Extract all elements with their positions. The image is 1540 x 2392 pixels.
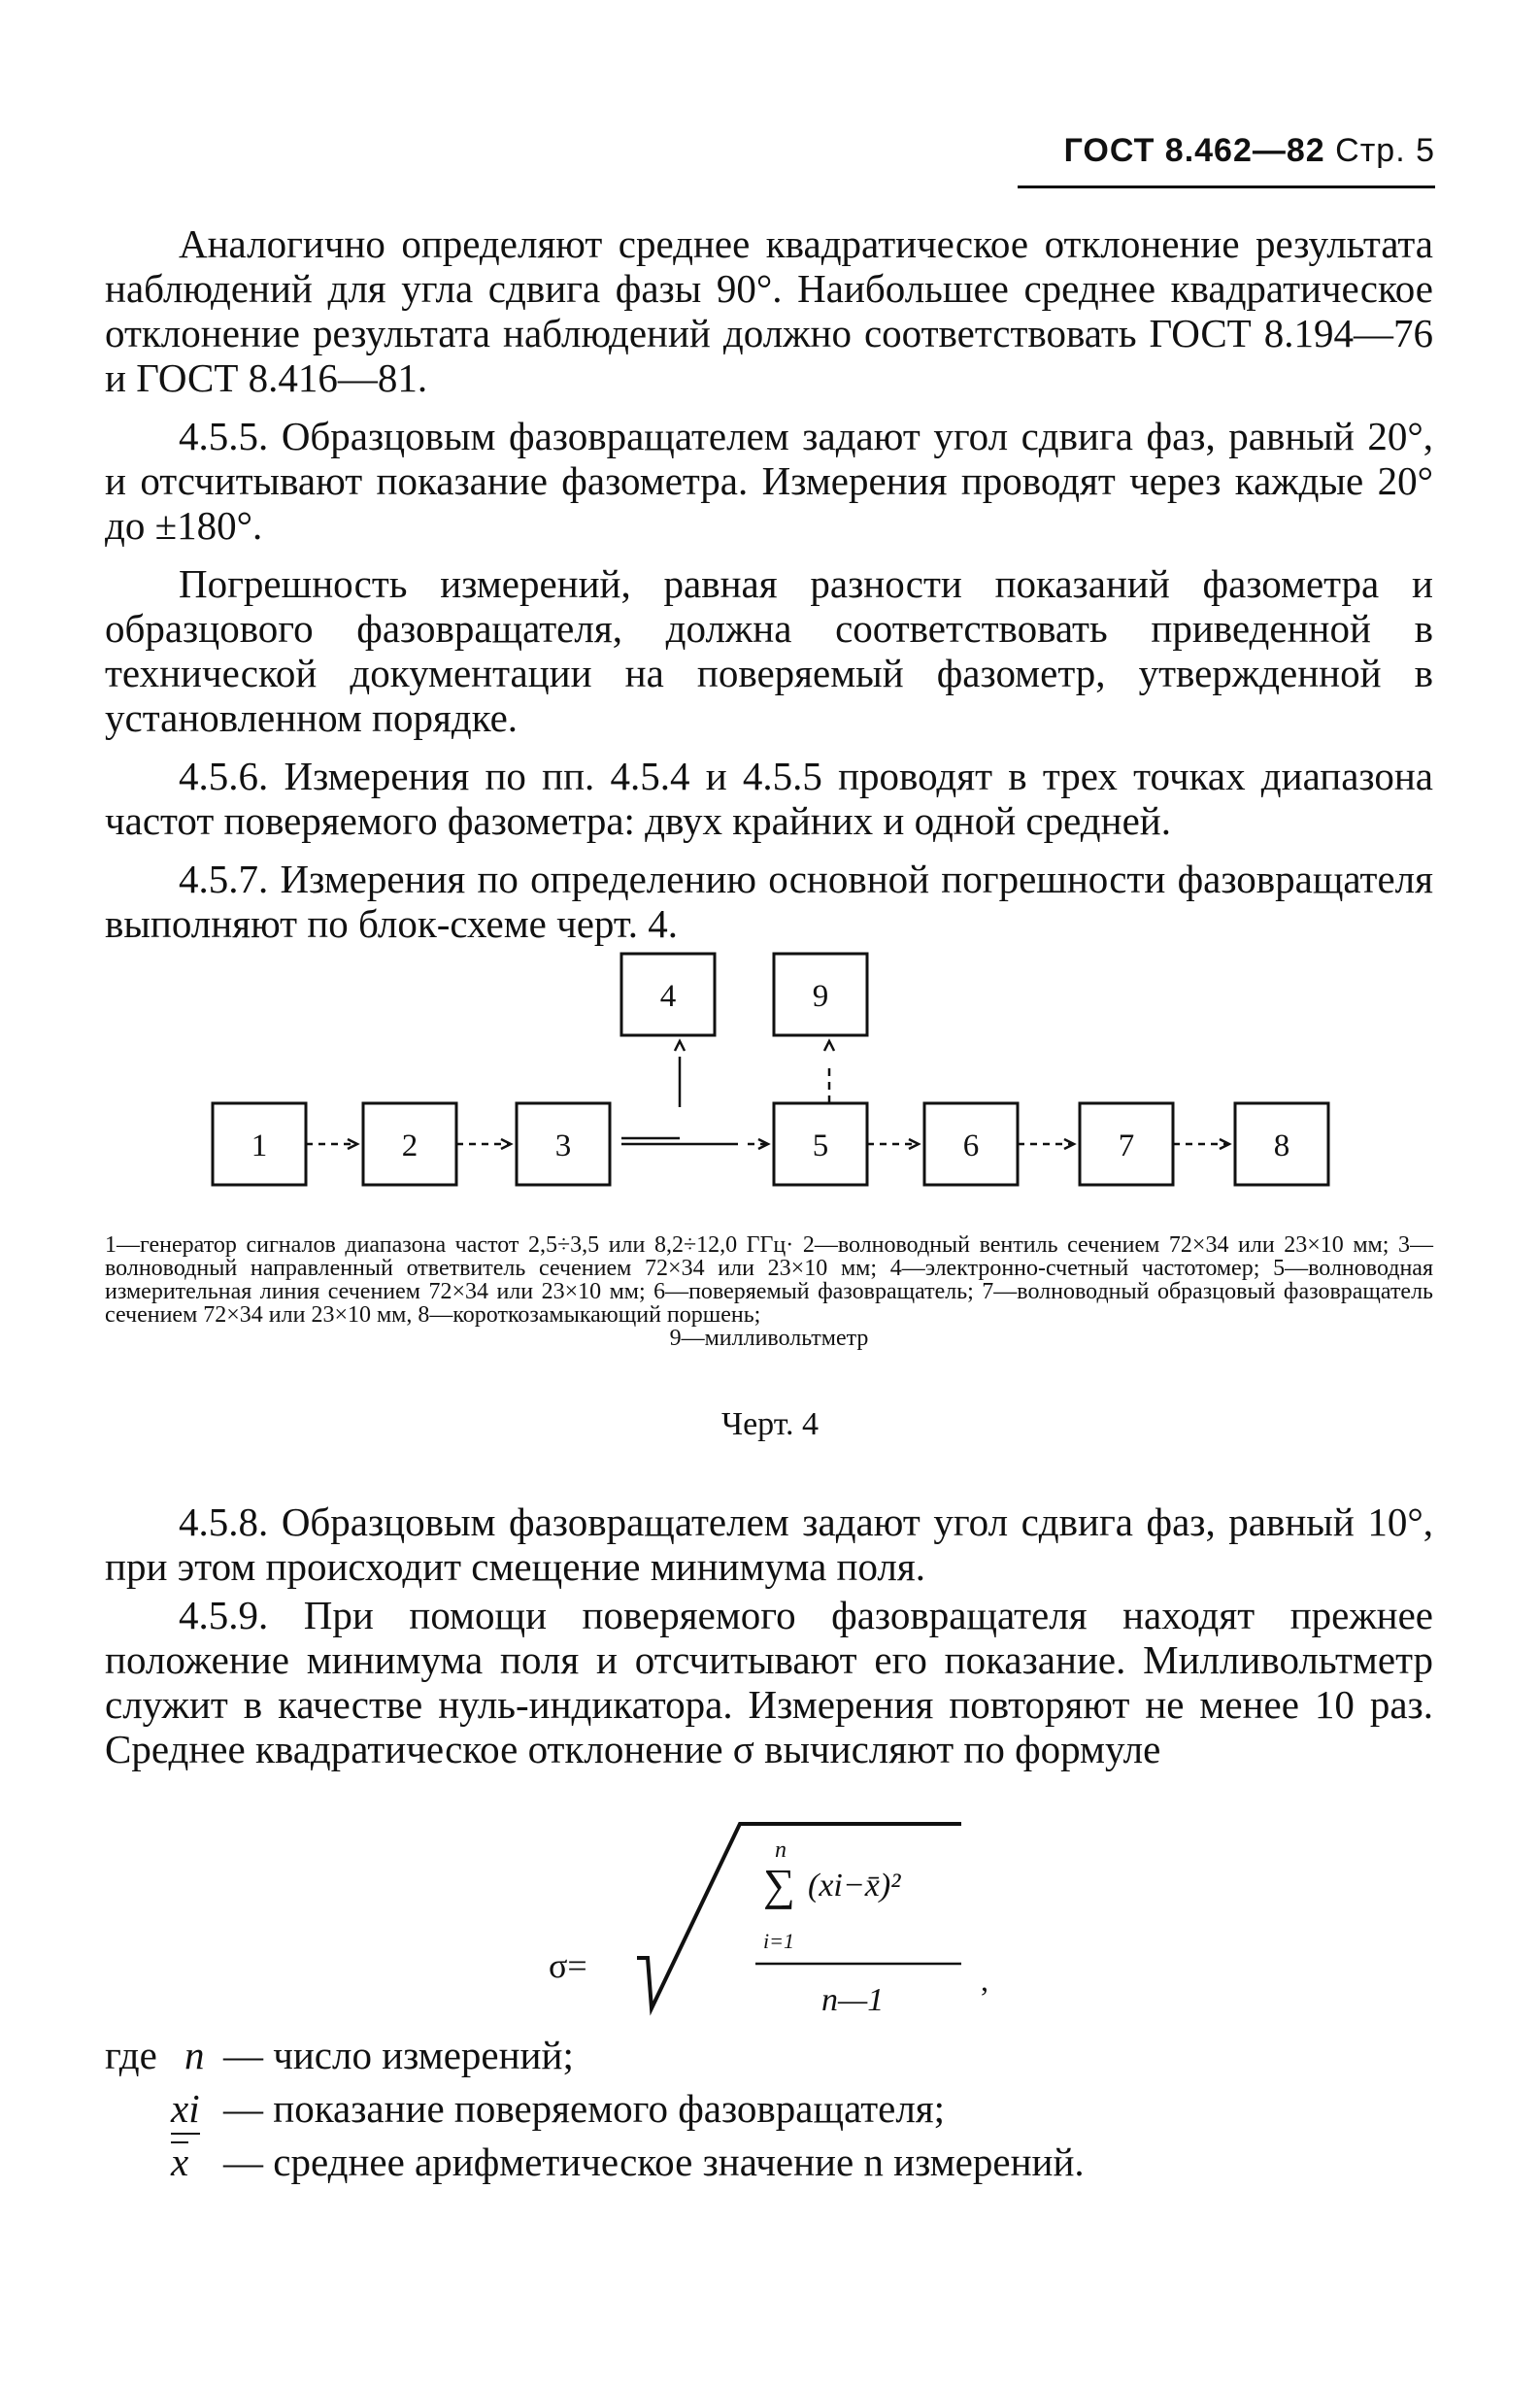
link-7-8	[1173, 1139, 1229, 1149]
box-label-8: 8	[1273, 1129, 1290, 1163]
sum-sign: ∑	[763, 1860, 795, 1909]
link-3-4	[675, 1041, 685, 1107]
link-6-7	[1018, 1139, 1074, 1149]
box-label-3: 3	[554, 1129, 572, 1163]
formula-lhs: σ=	[549, 1946, 587, 1985]
paragraph: 4.5.8. Образцовым фазовращателем задают угол сдвига фаз, равный 10°, при этом происходит смещение минимума поля.	[105, 1499, 1433, 1589]
definition-row	[105, 2084, 1433, 2138]
variable-definitions	[105, 2031, 1433, 2191]
header-standard: ГОСТ 8.462	[1063, 132, 1253, 169]
sum-upper: n	[775, 1837, 787, 1863]
box-label-6: 6	[962, 1129, 980, 1163]
def-desc-xbar: — среднее арифметическое значение n измерений.	[223, 2139, 1085, 2184]
link-5-9	[824, 1041, 834, 1103]
header-sep: —	[1252, 132, 1287, 169]
body-text-2	[105, 1499, 1433, 1771]
legend-text: 1—генератор сигналов диапазона частот 2,5÷3,5 или 8,2÷12,0 ГГц· 2—волноводный вентиль сечением 72×34 или 23×10 мм; 3—волноводный направленный ответвитель сечением 72×34 или 23×10 мм; 4—электронно-счетный частотомер; 5—волноводная измерительная линия сечением 72×34 или 23×10 мм; 6—поверяемый фазовращатель; 7—волноводный образцовый фазовращатель сечением 72×34 или 23×10 мм, 8—короткозамыкающий поршень;	[105, 1232, 1433, 1328]
diagram-box-1	[213, 1103, 306, 1185]
def-var-n: n	[184, 2033, 205, 2077]
definition-row	[105, 2138, 1433, 2191]
definition-row	[105, 2031, 1433, 2084]
diagram-box-7	[1080, 1103, 1173, 1185]
diagram-box-4	[621, 954, 715, 1035]
running-header	[1018, 132, 1435, 170]
box-label-7: 7	[1118, 1129, 1135, 1163]
diagram-legend	[105, 1233, 1433, 1350]
def-var-xbar: x	[171, 2139, 189, 2184]
paragraph: Аналогично определяют среднее квадратическое отклонение результата наблюдений для угла сдвига фазы 90°. Наибольшее среднее квадратическое отклонение результата наблюдений должно соответствовать ГОСТ 8.194—76 и ГОСТ 8.416—81.	[105, 221, 1433, 400]
def-desc-xi: — показание поверяемого фазовращателя;	[223, 2086, 946, 2131]
link-3-5	[621, 1138, 768, 1149]
diagram-box-5	[774, 1103, 867, 1185]
header-page: Стр. 5	[1335, 132, 1435, 169]
link-1-2	[306, 1139, 357, 1149]
paragraph: 4.5.7. Измерения по определению основной погрешности фазовращателя выполняют по блок-схеме черт. 4.	[105, 857, 1433, 946]
diagram-box-2	[363, 1103, 456, 1185]
header-rule	[1018, 185, 1435, 188]
diagram-box-3	[517, 1103, 610, 1185]
diagram-box-9	[774, 954, 867, 1035]
where-intro: где	[105, 2033, 157, 2077]
box-label-1: 1	[251, 1129, 268, 1163]
radical-sign	[637, 1824, 961, 2008]
paragraph: 4.5.9. При помощи поверяемого фазовращателя находят прежнее положение минимума поля и отсчитывают его показание. Милливольтметр служит в качестве нуль-индикатора. Измерения повторяют не менее 10 раз. Среднее квадратическое отклонение σ вычисляют по формуле	[105, 1593, 1433, 1771]
formula-comma: ,	[981, 1963, 988, 1998]
diagram-box-8	[1235, 1103, 1328, 1185]
paragraph: 4.5.6. Измерения по пп. 4.5.4 и 4.5.5 проводят в трех точках диапазона частот поверяемого фазометра: двух крайних и одной средней.	[105, 754, 1433, 843]
body-text	[105, 221, 1433, 946]
box-label-4: 4	[659, 979, 677, 1014]
legend-last: 9—милливольтметр	[669, 1326, 869, 1351]
def-var-xi: xi	[171, 2084, 200, 2135]
sum-term: (xi−x̄)²	[808, 1868, 901, 1903]
denominator: n—1	[821, 1982, 885, 2018]
sum-lower: i=1	[763, 1929, 794, 1953]
header-year: 82	[1286, 132, 1325, 169]
box-label-5: 5	[812, 1129, 829, 1163]
paragraph: Погрешность измерений, равная разности показаний фазометра и образцового фазовращателя, должна соответствовать приведенной в технической документации на поверяемый фазометр, утвержденной в установленном порядке.	[105, 561, 1433, 740]
box-label-9: 9	[812, 979, 829, 1014]
paragraph: 4.5.5. Образцовым фазовращателем задают угол сдвига фаз, равный 20°, и отсчитывают показание фазометра. Измерения проводят через каждые 20° до ±180°.	[105, 414, 1433, 548]
def-desc-n: — число измерений;	[223, 2033, 574, 2077]
box-label-2: 2	[401, 1129, 418, 1163]
figure-caption: Черт. 4	[720, 1406, 820, 1442]
link-2-3	[456, 1139, 511, 1149]
link-5-6	[867, 1139, 919, 1149]
diagram-box-6	[924, 1103, 1018, 1185]
